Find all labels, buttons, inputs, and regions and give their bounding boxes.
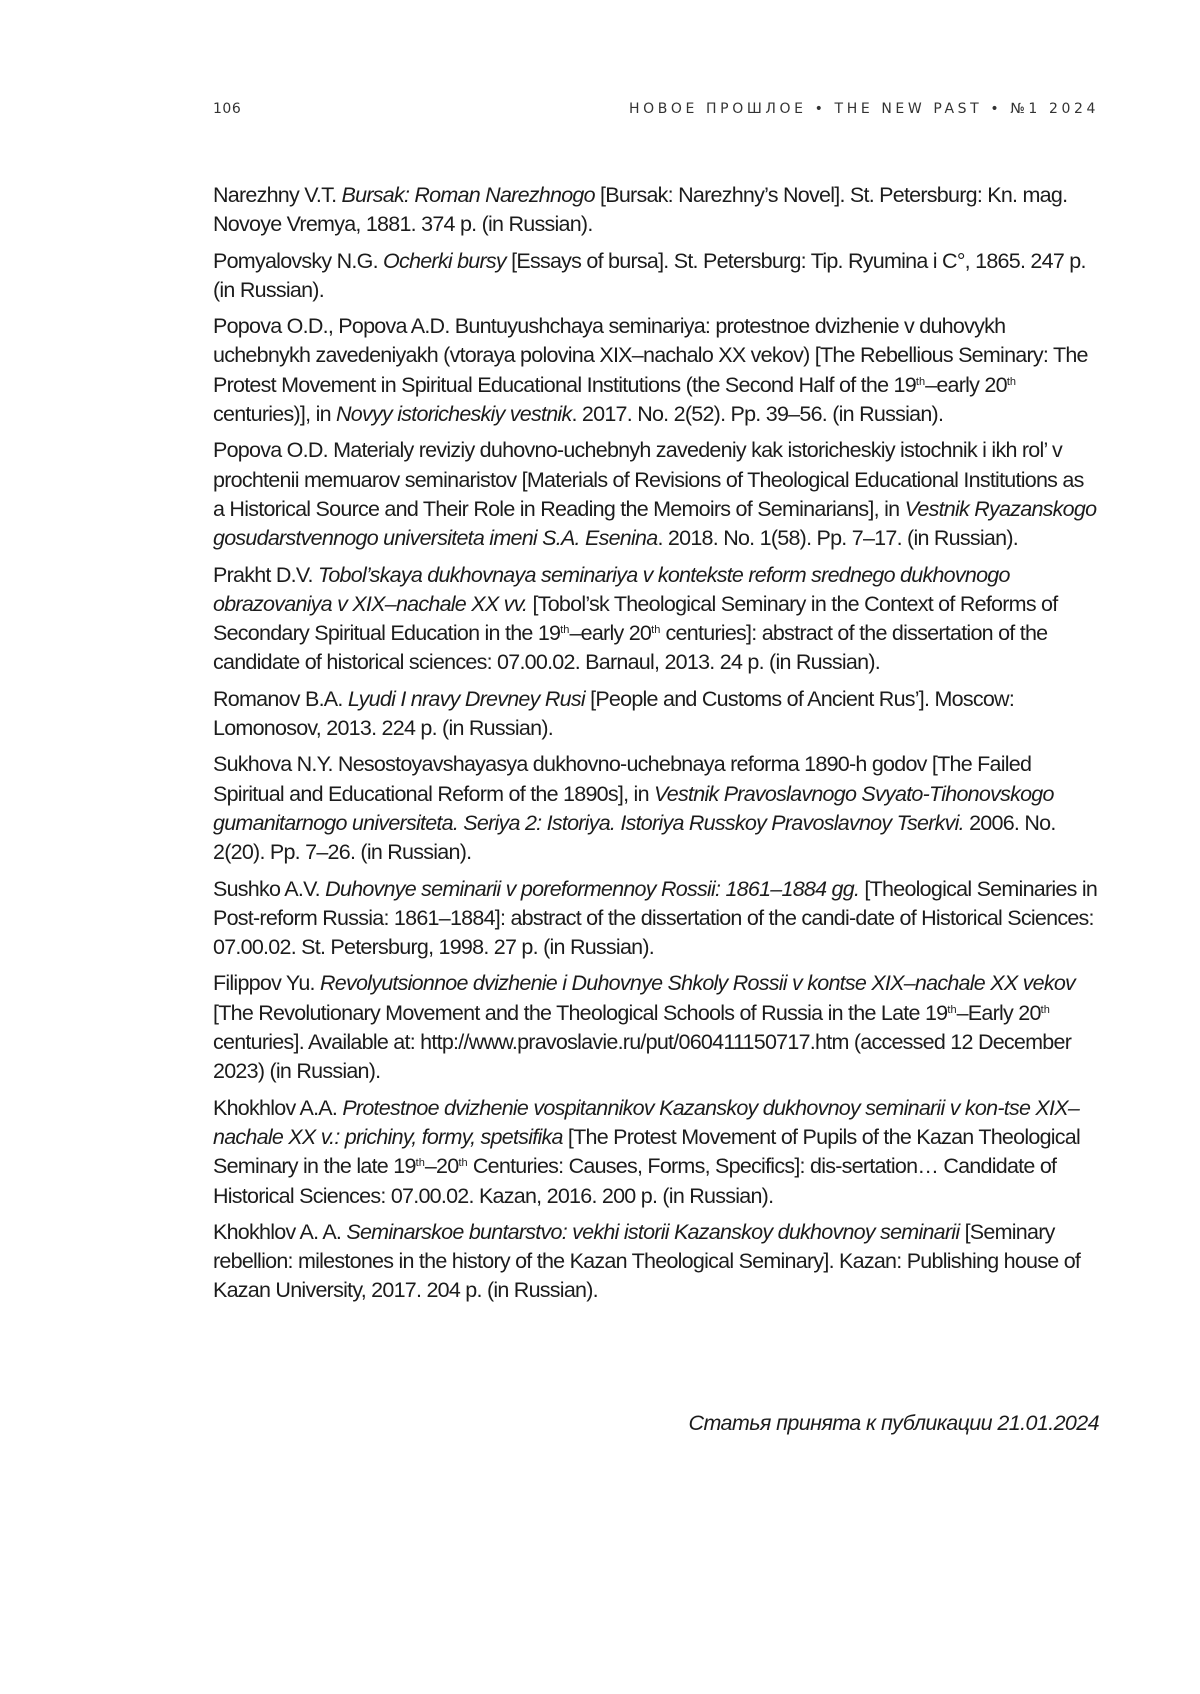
reference-item: Khokhlov A.A. Protestnoe dvizhenie vospitannikov Kazanskoy dukhovnoy seminarii v kon-tse XIX–nachale XX v.: prichiny, formy, spetsifika [The Protest Movement of Pupils of the Kazan Theological Seminary in the late 19th–20th Centuries: Causes, Forms, Specifics]: dis-sertation… Candidate of Historical Sciences: 07.00.02. Kazan, 2016. 200 p. (in Russian). bbox=[213, 1095, 1081, 1208]
reference-item: Filippov Yu. Revolyutsionnoe dvizhenie i Duhovnye Shkoly Rossii v kontse XIX–nachale XX vekov [The Revolutionary Movement and the Theological Schools of Russia in the Late 19th–Early 20th centuries]. Available at: http://www.pravoslavie.ru/put/060411150717.htm (accessed 12 December 2023) (in Russian). bbox=[213, 971, 1076, 1084]
page-number: 106 bbox=[213, 101, 242, 117]
acceptance-note: Статья принята к публикации 21.01.2024 bbox=[688, 1411, 1099, 1435]
reference-item: Popova O.D., Popova A.D. Buntuyushchaya seminariya: protestnoe dvizhenie v duhovykh uchebnykh zavedeniyakh (vtoraya polovina XIX–nachalo XX vekov) [The Rebellious Seminary: The Protest Movement in Spiritual Educational Institutions (the Second Half of the 19th–early 20th centuries)], in Novyy istoricheskiy vestnik. 2017. No. 2(52). Pp. 39–56. (in Russian). bbox=[213, 314, 1088, 427]
reference-item: Narezhny V.T. Bursak: Roman Narezhnogo [Bursak: Narezhny’s Novel]. St. Petersburg: Kn. mag. Novoye Vremya, 1881. 374 p. (in Russian). bbox=[213, 183, 1068, 237]
running-title: НОВОЕ ПРОШЛОЕ • THE NEW PAST • №1 2024 bbox=[628, 101, 1099, 117]
reference-item: Prakht D.V. Tobol’skaya dukhovnaya seminariya v kontekste reform srednego dukhovnogo obrazovaniya v XIX–nachale XX vv. [Tobol’sk Theological Seminary in the Context of Reforms of Secondary Spiritual Education in the 19th–early 20th centuries]: abstract of the dissertation of the candidate of historical sciences: 07.00.02. Barnaul, 2013. 24 p. (in Russian). bbox=[213, 562, 1058, 675]
page-header bbox=[213, 101, 1099, 123]
reference-list bbox=[213, 181, 1099, 1313]
reference-item: Sukhova N.Y. Nesostoyavshayasya dukhovno-uchebnaya reforma 1890-h godov [The Failed Spiritual and Educational Reform of the 1890s], in Vestnik Pravoslavnogo Svyato-Tihonovskogo gumanitarnogo universiteta. Seriya 2: Istoriya. Istoriya Russkoy Pravoslavnoy Tserkvi. 2006. No. 2(20). Pp. 7–26. (in Russian). bbox=[213, 752, 1056, 865]
reference-item: Pomyalovsky N.G. Ocherki bursy [Essays of bursa]. St. Petersburg: Tip. Ryumina i C°, 1865. 247 p. (in Russian). bbox=[213, 248, 1086, 302]
reference-item: Sushko A.V. Duhovnye seminarii v poreformennoy Rossii: 1861–1884 gg. [Theological Seminaries in Post-reform Russia: 1861–1884]: abstract of the dissertation of the candi-date of Historical Sciences: 07.00.02. St. Petersburg, 1998. 27 p. (in Russian). bbox=[213, 876, 1098, 960]
reference-item: Romanov B.A. Lyudi I nravy Drevney Rusi [People and Customs of Ancient Rus’]. Moscow: Lomonosov, 2013. 224 p. (in Russian). bbox=[213, 686, 1015, 741]
reference-item: Khokhlov A. A. Seminarskoe buntarstvo: vekhi istorii Kazanskoy dukhovnoy seminarii [Seminary rebellion: milestones in the history of the Kazan Theological Seminary]. Kazan: Publishing house of Kazan University, 2017. 204 p. (in Russian). bbox=[213, 1219, 1081, 1303]
reference-item: Popova O.D. Materialy reviziy duhovno-uchebnyh zavedeniy kak istoricheskiy istochnik i ikh rol’ v prochtenii memuarov seminaristov [Materials of Revisions of Theological Educational Institutions as a Historical Source and Their Role in Reading the Memoirs of Seminarians], in Vestnik Ryazanskogo gosudarstvennogo universiteta imeni S.A. Esenina. 2018. No. 1(58). Pp. 7–17. (in Russian). bbox=[213, 438, 1097, 551]
